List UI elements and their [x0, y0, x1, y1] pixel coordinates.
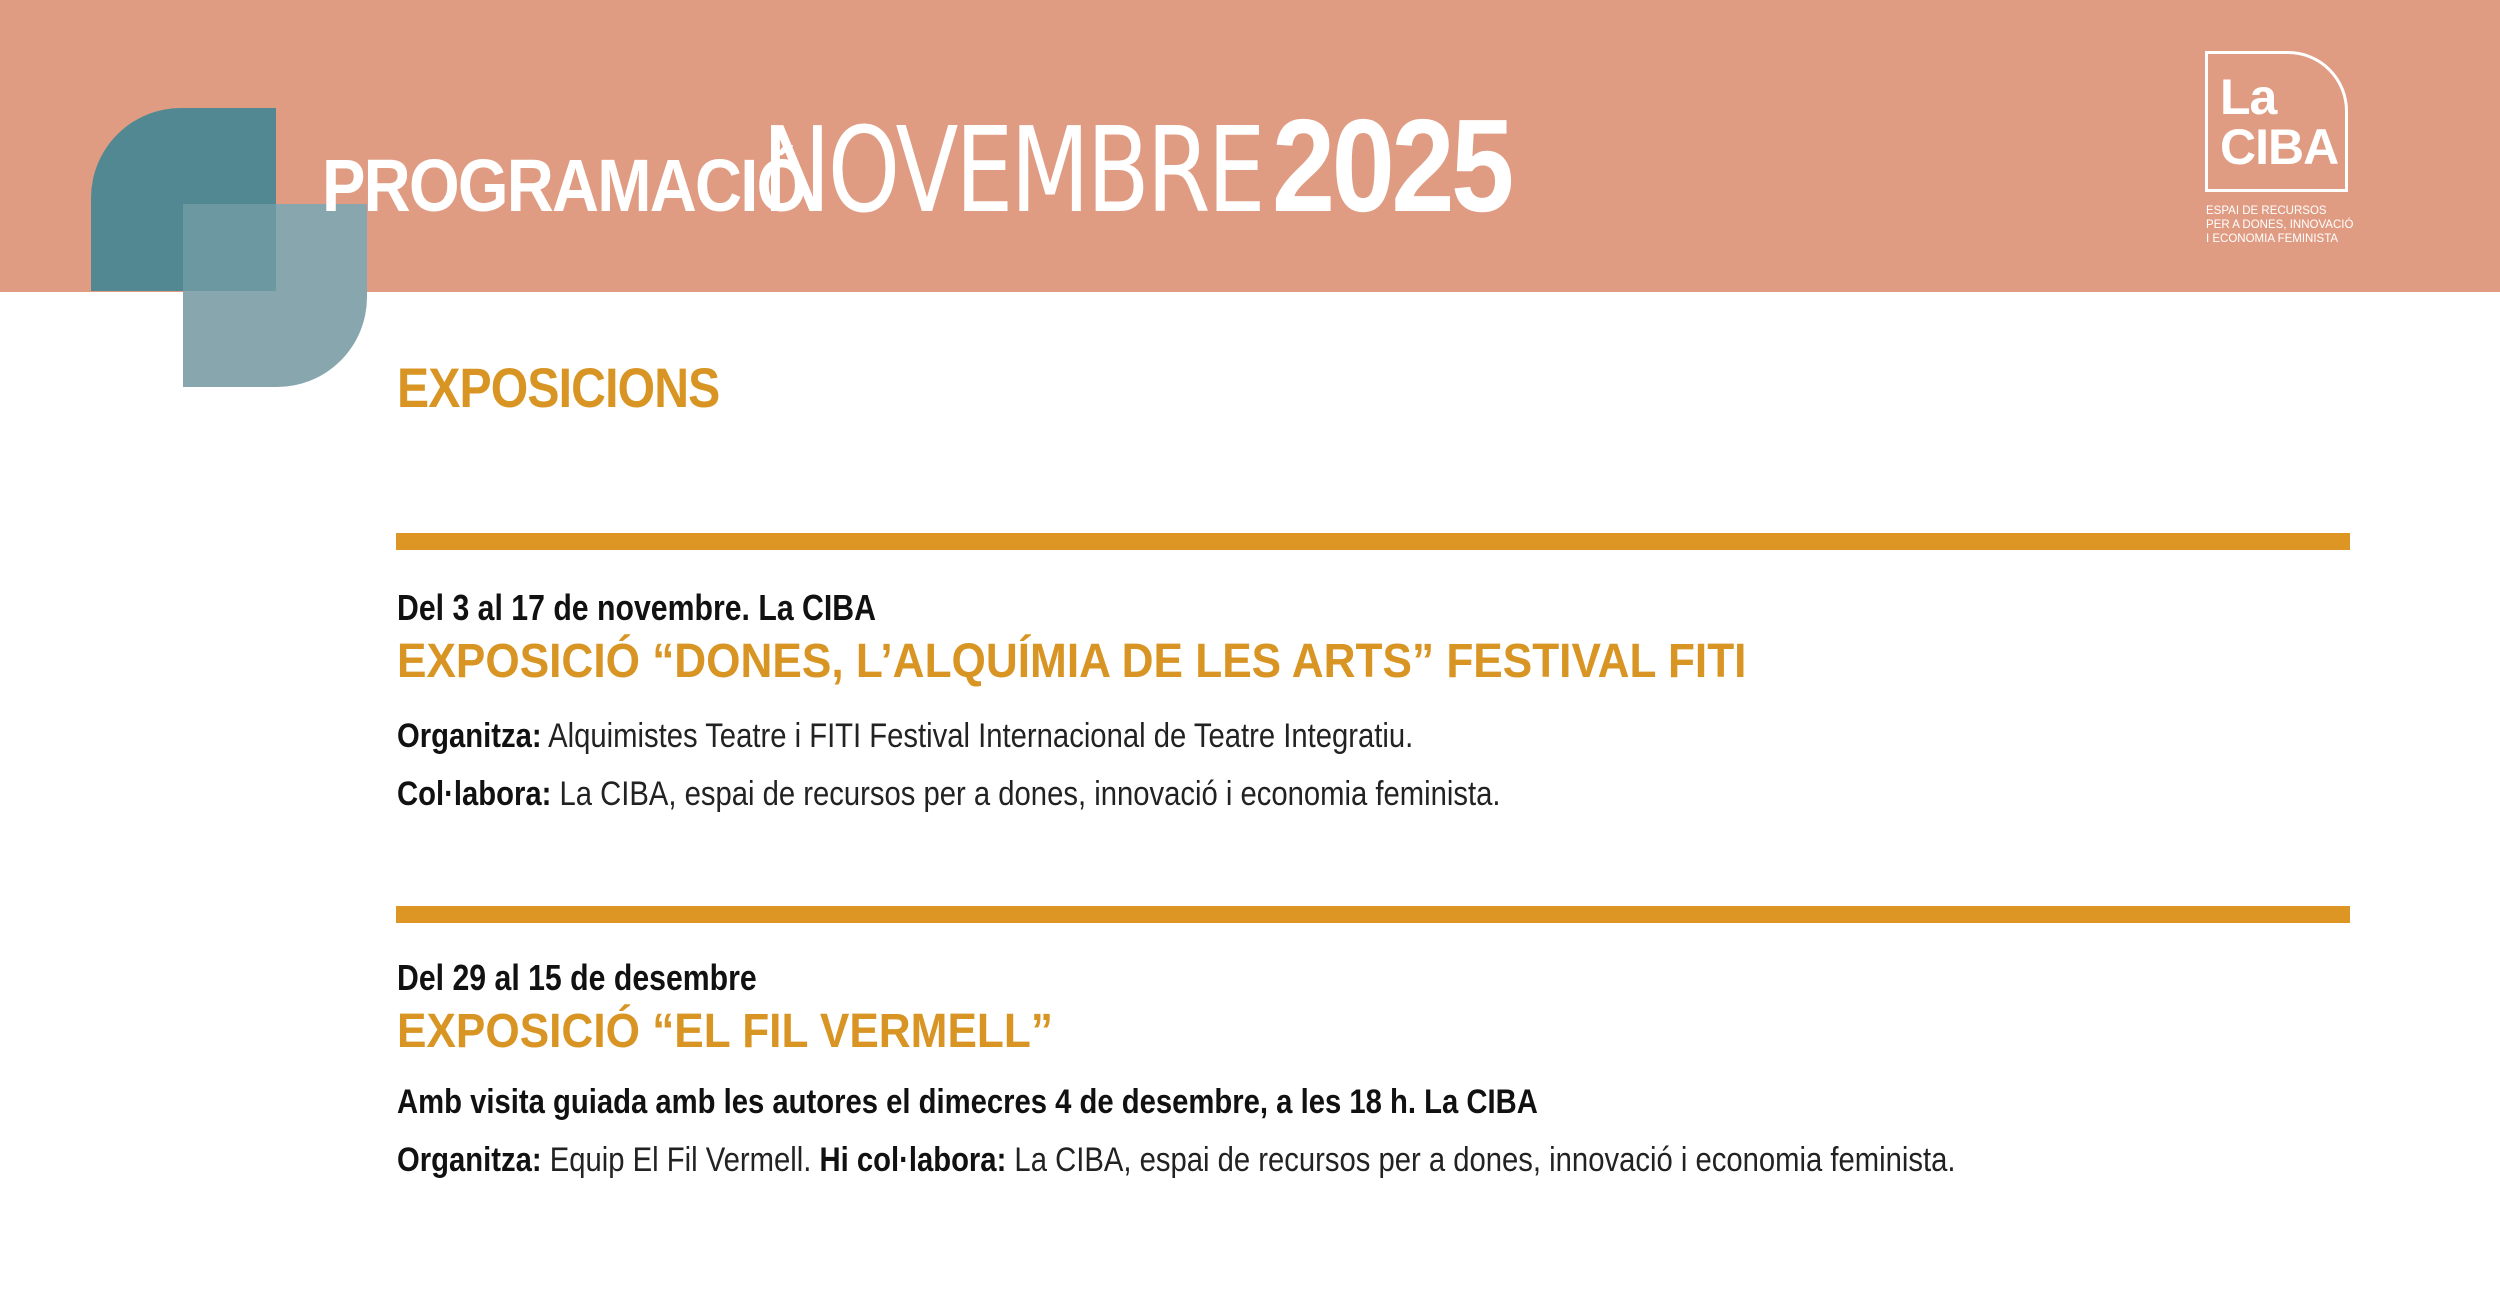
organizer-value: Equip El Fil Vermell. [541, 1141, 820, 1179]
organizer-label: Organitza: [397, 1141, 542, 1179]
event-1 [397, 585, 2357, 823]
logo-tagline-line-2: PER A DONES, INNOVACIÓ [2206, 219, 2354, 231]
collaborator-label: Hi col·labora: [819, 1141, 1007, 1179]
event-title: EXPOSICIÓ “EL FIL VERMELL” [397, 1005, 1053, 1058]
event-divider-2 [396, 906, 2350, 923]
logo-tagline-line-1: ESPAI DE RECURSOS [2206, 205, 2327, 217]
organizer-label: Organitza: [397, 717, 542, 755]
collaborator-value: La CIBA, espai de recursos per a dones, innovació i economia feminista. [1006, 1141, 1956, 1179]
event-2 [397, 955, 2357, 1189]
event-note: Amb visita guiada amb les autores el dimecres 4 de desembre, a les 18 h. La CIBA [397, 1083, 1538, 1121]
decorative-shape-overlap [183, 204, 276, 291]
event-divider-1 [396, 533, 2350, 550]
logo-line-2: CIBA [2220, 119, 2339, 175]
section-title: EXPOSICIONS [397, 356, 720, 419]
logo-line-1: La [2220, 69, 2277, 125]
event-date: Del 29 al 15 de desembre [397, 957, 757, 998]
logo-tagline [2206, 204, 2366, 246]
event-organizer [397, 1131, 2083, 1189]
title-year: 2025 [1272, 92, 1511, 239]
la-ciba-logo [2205, 51, 2348, 192]
event-title: EXPOSICIÓ “DONES, L’ALQUÍMIA DE LES ARTS” FESTIVAL FITI [397, 635, 1747, 688]
collaborator-label: Col·labora: [397, 775, 552, 813]
title-month: NOVEMBRE [762, 101, 1263, 239]
event-date: Del 3 al 17 de novembre. La CIBA [397, 587, 876, 628]
event-collaborator [397, 765, 2083, 823]
organizer-value: Alquimistes Teatre i FITI Festival Internacional de Teatre Integratiu. [541, 717, 1414, 755]
title-prefix: PROGRAMACIÓ [322, 144, 806, 227]
logo-tagline-line-3: I ECONOMIA FEMINISTA [2206, 233, 2339, 245]
collaborator-value: La CIBA, espai de recursos per a dones, innovació i economia feminista. [551, 775, 1501, 813]
event-organizer [397, 707, 2083, 765]
page-title [322, 90, 1550, 239]
